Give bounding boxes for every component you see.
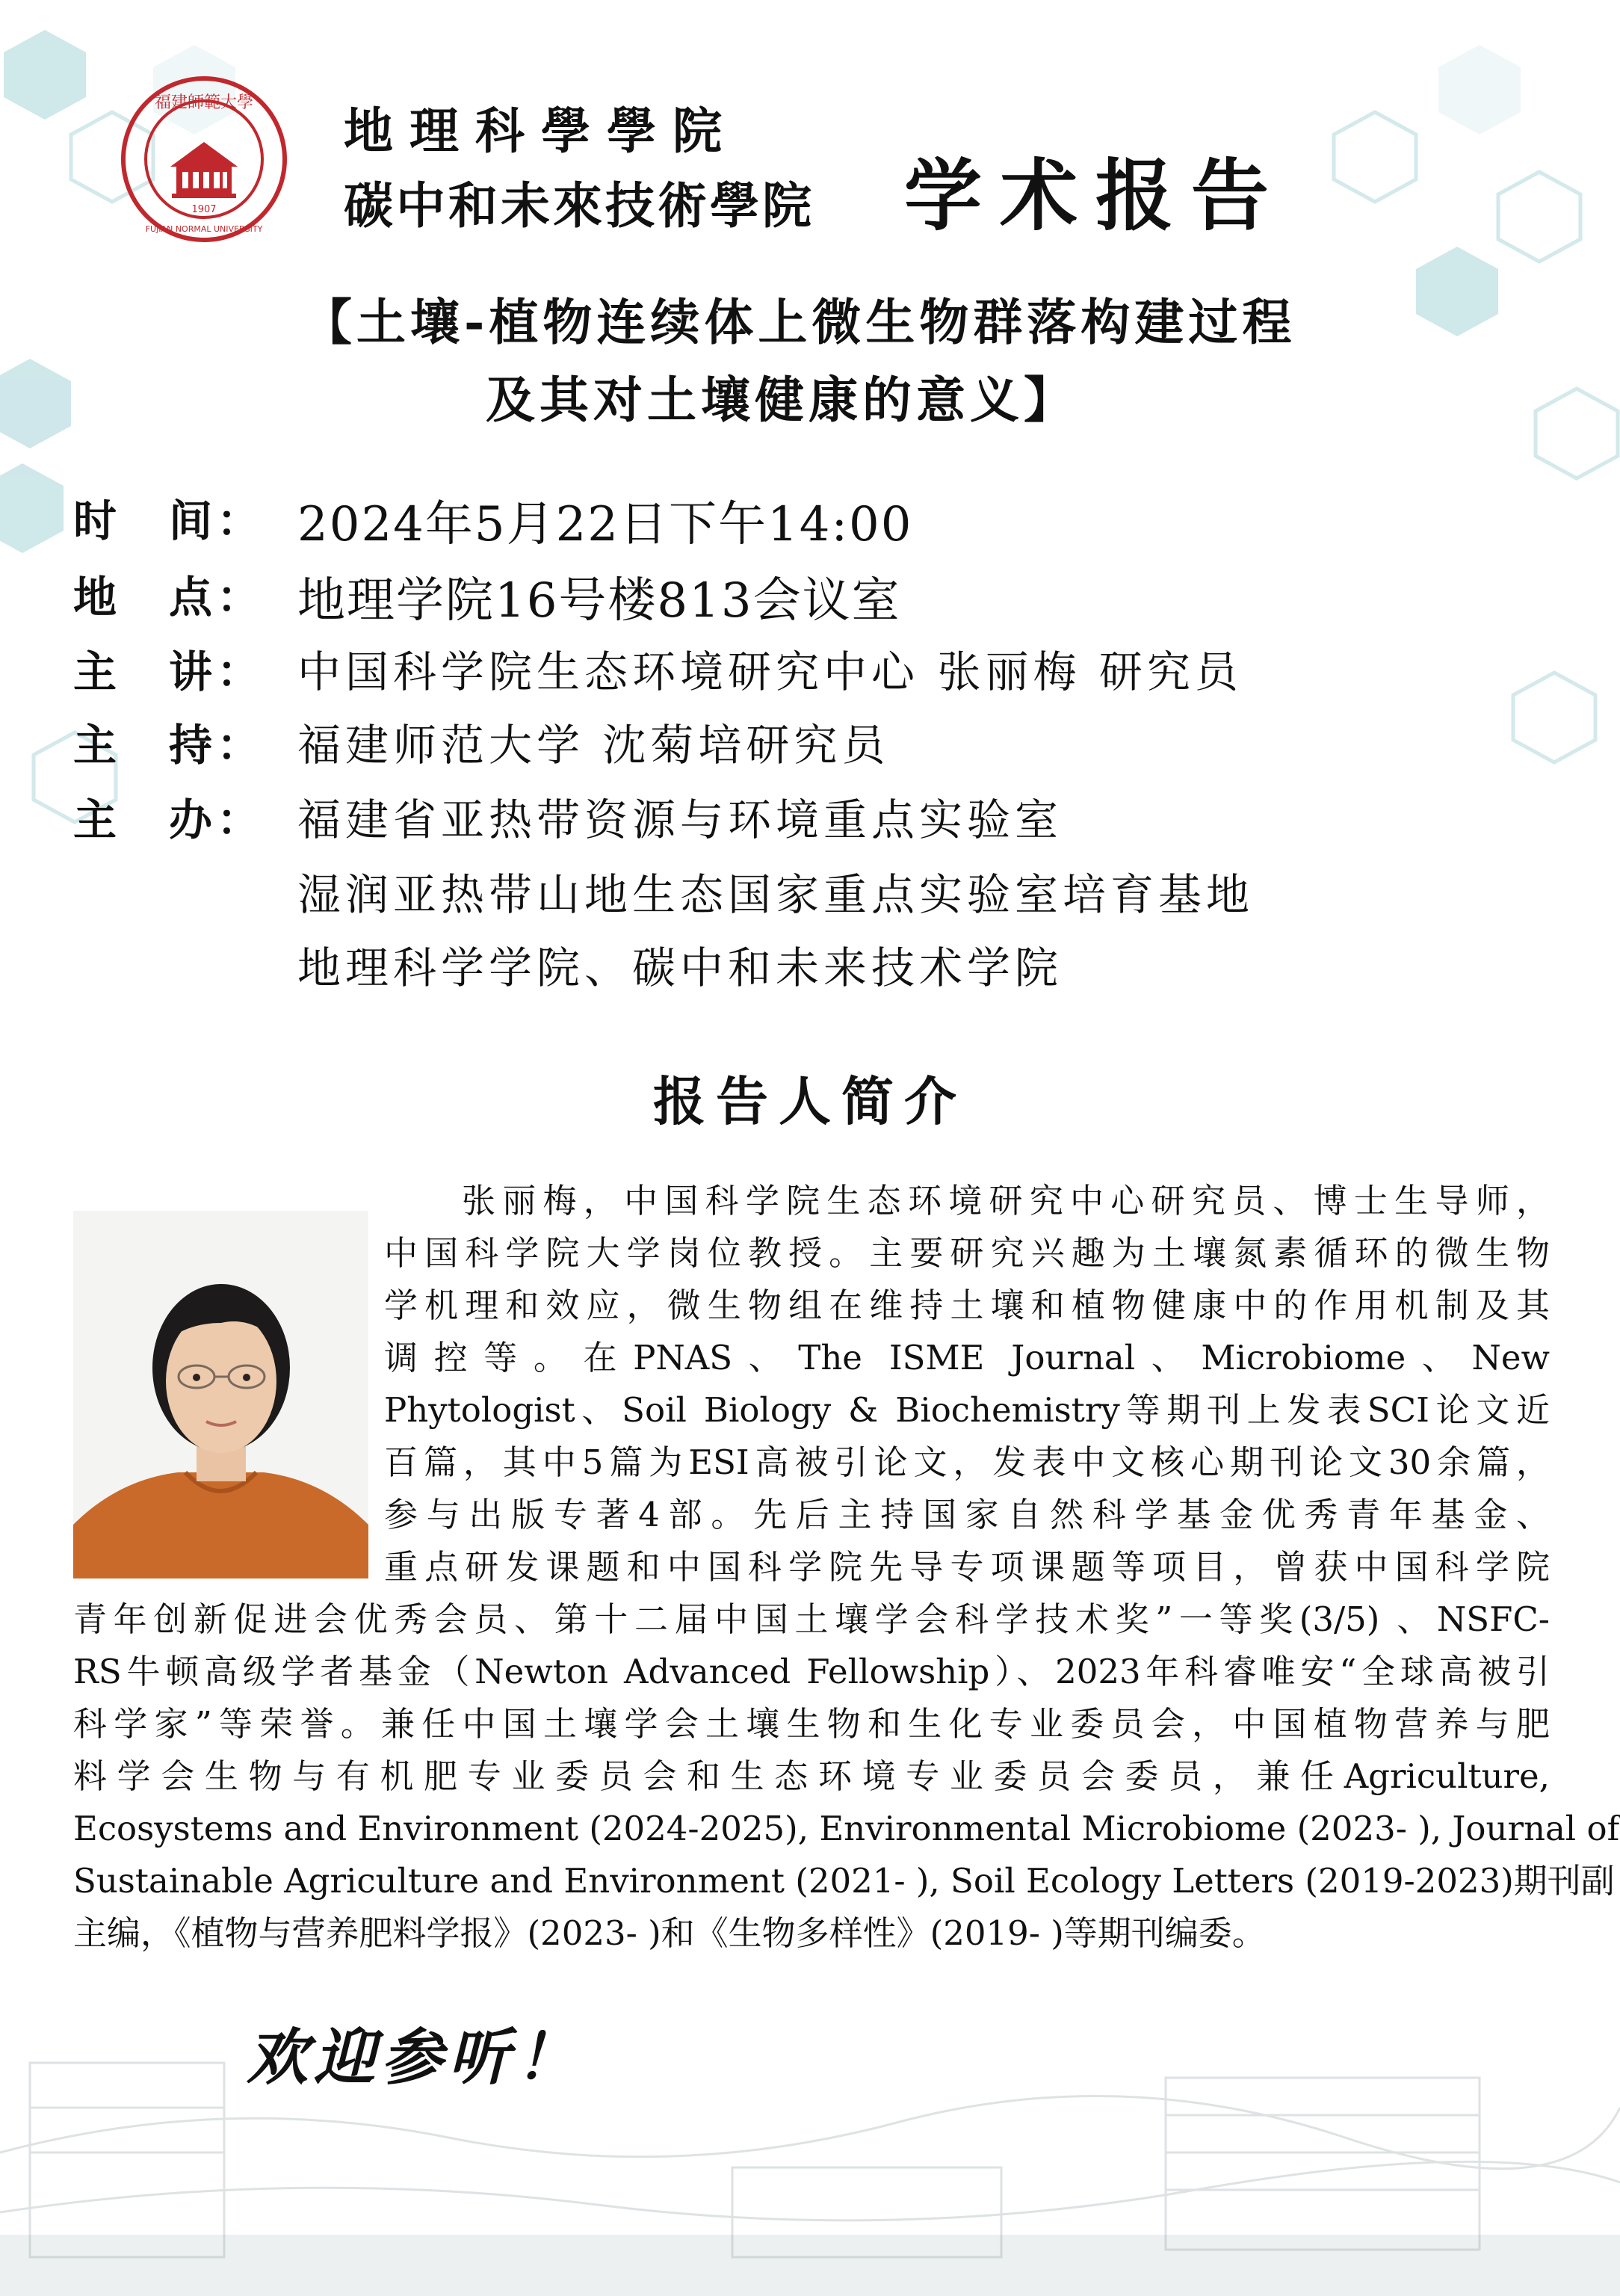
institute-name-line1: 地理科學學院 (344, 102, 738, 160)
bio-line: 学机理和效应，微生物组在维持土壤和植物健康中的作用机制及其 (384, 1286, 1550, 1325)
organizer-extra-1: 湿润亚热带山地生态国家重点实验室培育基地 (297, 869, 1255, 920)
bio-line: Ecosystems and Environment (2024-2025), Environmental Microbiome (2023- ), Journal of (73, 1809, 1620, 1848)
host-label: 主 持： (73, 720, 265, 771)
topic-title-line1: 【土壤-植物连续体上微生物群落构建过程 (303, 293, 1296, 351)
svg-text:FUJIAN NORMAL UNIVERSITY: FUJIAN NORMAL UNIVERSITY (145, 224, 263, 234)
bio-line: 科学家”等荣誉。兼任中国土壤学会土壤生物和生化专业委员会，中国植物营养与肥 (73, 1704, 1550, 1744)
bio-heading: 报告人简介 (653, 1070, 967, 1132)
host-value: 福建师范大学 沈菊培研究员 (297, 720, 890, 771)
info-row-speaker (73, 637, 1243, 700)
bio-line: Phytologist、Soil Biology & Biochemistry等期刊上发表SCI论文近 (384, 1390, 1550, 1430)
topic-title-line2: 及其对土壤健康的意义】 (486, 371, 1078, 429)
bio-line: 中国科学院大学岗位教授。主要研究兴趣为土壤氮素循环的微生物 (384, 1233, 1550, 1273)
organizer-extra-2: 地理科学学院、碳中和未来技术学院 (297, 942, 1063, 993)
time-value: 2024年5月22日下午14:00 (297, 497, 913, 552)
bio-line: 青年创新促进会优秀会员、第十二届中国土壤学会科学技术奖”一等奖(3/5) 、NSFC- (73, 1599, 1550, 1639)
bio-line: 百篇，其中5篇为ESI高被引论文，发表中文核心期刊论文30余篇， (384, 1442, 1550, 1482)
location-value: 地理学院16号楼813会议室 (297, 573, 901, 629)
institute-name-line2: 碳中和未來技術學院 (344, 176, 814, 235)
bio-line: 重点研发课题和中国科学院先导专项课题等项目，曾获中国科学院 (384, 1547, 1550, 1587)
speaker-value: 中国科学院生态环境研究中心 张丽梅 研究员 (297, 646, 1243, 697)
bio-line: 参与出版专著4部。先后主持国家自然科学基金优秀青年基金、 (384, 1495, 1550, 1534)
info-row-organizer (73, 785, 1063, 848)
time-label: 时 间： (73, 496, 265, 546)
bio-line: 调控等。在PNAS、The ISME Journal、Microbiome、New (384, 1338, 1550, 1377)
bio-line: 主编，《植物与营养肥料学报》(2023- )和《生物多样性》(2019- )等期刊编委。 (73, 1913, 1266, 1953)
organizer-label: 主 办： (73, 794, 265, 845)
info-row-host (73, 710, 889, 773)
report-title: 学术报告 (904, 149, 1287, 241)
svg-text:福建師範大學: 福建師範大學 (154, 93, 254, 112)
organizer-value: 福建省亚热带资源与环境重点实验室 (297, 794, 1063, 845)
bio-line: 张丽梅，中国科学院生态环境研究中心研究员、博士生导师， (462, 1181, 1550, 1220)
university-seal-icon (118, 73, 290, 245)
bio-line: 料学会生物与有机肥专业委员会和生态环境专业委员会委员，兼任Agriculture, (73, 1756, 1550, 1796)
info-row-time (73, 486, 912, 555)
svg-text:1907: 1907 (191, 204, 217, 215)
info-row-location (73, 562, 901, 631)
speaker-label: 主 讲： (73, 646, 265, 697)
speaker-photo (73, 1211, 368, 1578)
bio-line: RS牛顿高级学者基金（Newton Advanced Fellowship）、2023年科睿唯安“全球高被引 (73, 1652, 1550, 1691)
location-label: 地 点： (73, 572, 265, 623)
welcome-text: 欢迎参听！ (247, 2022, 583, 2093)
bio-line: Sustainable Agriculture and Environment (2021- ), Soil Ecology Letters (2019-2023)期刊副 (73, 1861, 1615, 1901)
